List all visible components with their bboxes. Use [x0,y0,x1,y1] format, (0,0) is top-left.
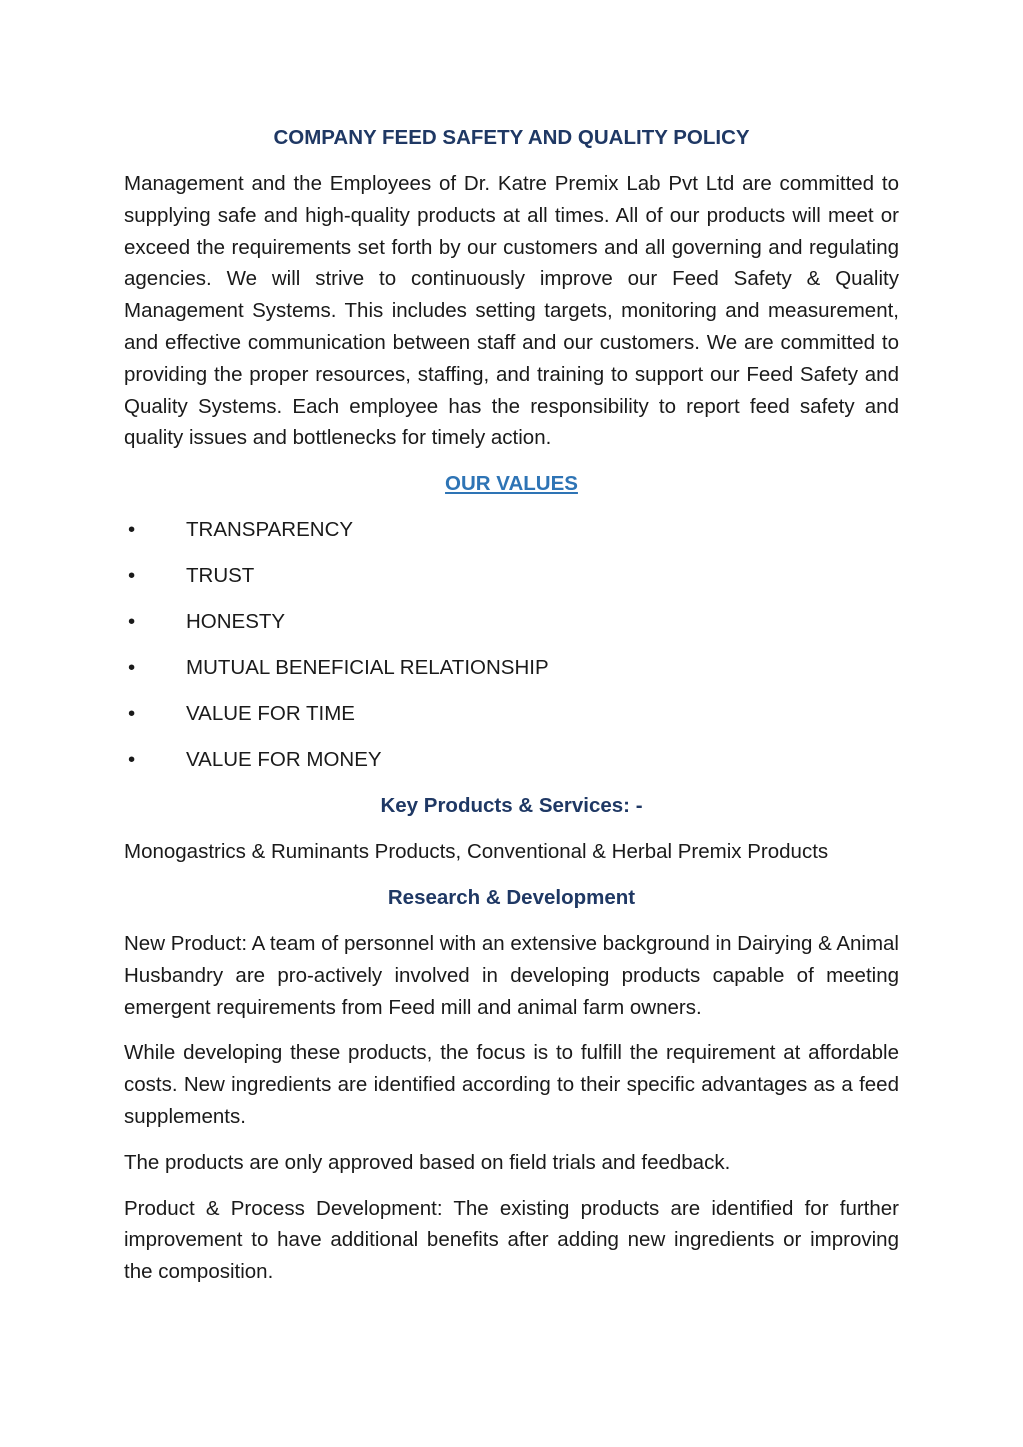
value-label: VALUE FOR TIME [186,702,355,726]
bullet-icon: • [128,518,136,542]
list-item [124,560,899,592]
research-paragraph-approval: The products are only approved based on field trials and feedback. [124,1150,731,1174]
products-body: Monogastrics & Ruminants Products, Conventional & Herbal Premix Products [124,840,829,864]
policy-title: COMPANY FEED SAFETY AND QUALITY POLICY [273,126,750,149]
bullet-icon: • [128,748,136,772]
list-item [124,744,899,776]
research-title: Research & Development [387,885,636,909]
bullet-icon: • [128,564,136,588]
value-label: VALUE FOR MONEY [186,748,382,772]
bullet-icon: • [128,610,136,634]
research-paragraph-process: Product & Process Development: The existing products are identified for further improvement to have additional benefits after adding new ingredients or improving the composition. [124,1196,899,1284]
value-label: MUTUAL BENEFICIAL RELATIONSHIP [186,656,549,680]
research-paragraph-focus: While developing these products, the focus is to fulfill the requirement at affordable costs. New ingredients are identified according to their specific advantages as a feed supplements. [124,1041,899,1128]
values-title[interactable]: OUR VALUES [445,472,578,496]
document-page [124,122,899,1302]
products-title: Key Products & Services: - [380,794,643,818]
policy-body: Management and the Employees of Dr. Katre Premix Lab Pvt Ltd are committed to supplying safe and high-quality products at all times. All of our products will meet or exceed the requirements set forth by our customers and all governing and regulating agencies. We will strive to continuously improve our Feed Safety & Quality Management Systems. This includes setting targets, monitoring and measurement, and effective communication between staff and our customers. We are committed to providing the proper resources, staffing, and training to support our Feed Safety and Quality Systems. Each employee has the responsibility to report feed safety and quality issues and bottlenecks for timely action. [124,172,899,450]
bullet-icon: • [128,656,136,680]
research-paragraph-new-product: New Product: A team of personnel with an extensive background in Dairying & Animal Husbandry are pro-actively involved in developing products capable of meeting emergent requirements from Feed mill and animal farm owners. [124,931,899,1019]
value-label: TRANSPARENCY [186,518,354,542]
list-item [124,606,899,638]
bullet-icon: • [128,702,136,726]
list-item [124,652,899,684]
values-list [124,514,899,776]
list-item [124,698,899,730]
value-label: TRUST [186,564,255,588]
list-item [124,514,899,546]
value-label: HONESTY [186,610,286,634]
